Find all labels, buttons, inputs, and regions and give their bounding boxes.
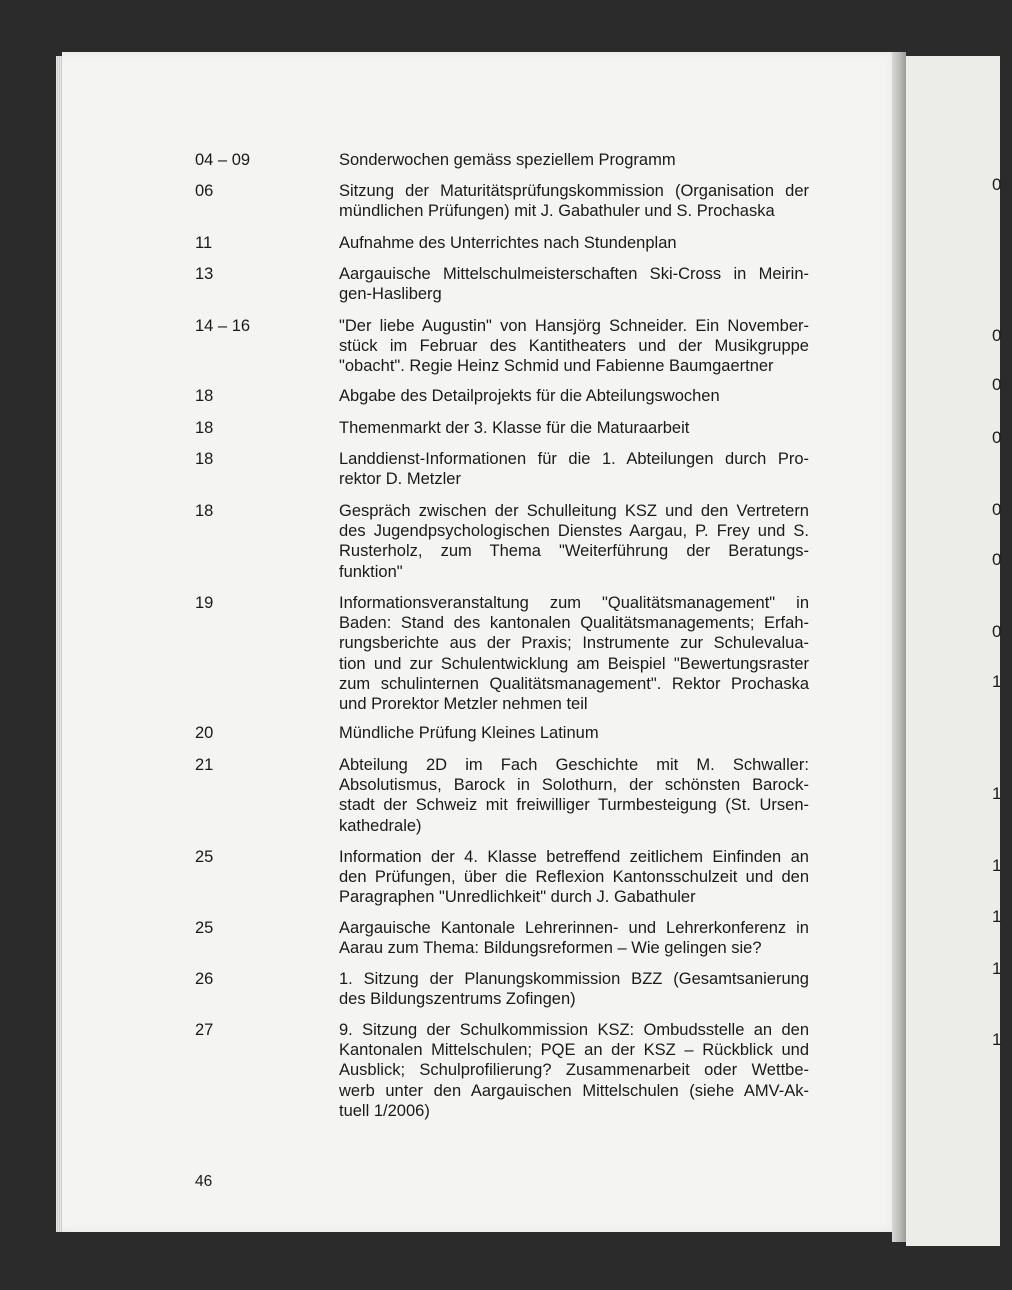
entry-text-line: Themenmarkt der 3. Klasse für die Maturaarbeit <box>339 419 690 437</box>
entry-text-line: Sonderwochen gemäss speziellem Programm <box>339 151 676 169</box>
next-page-margin-digit: 1 <box>992 784 1002 803</box>
entry-text-line: Abgabe des Detailprojekts für die Abteilungswochen <box>339 387 720 405</box>
entry-description <box>339 593 809 714</box>
entry-date: 25 <box>195 919 214 937</box>
entry-description <box>339 264 809 304</box>
entry-date: 14 – 16 <box>195 317 251 335</box>
entry-description <box>339 316 809 377</box>
entry-date: 26 <box>195 970 214 988</box>
book-page-right-edge <box>906 56 1000 1246</box>
entry-text-line: Gespräch zwischen der Schulleitung KSZ und den Vertretern <box>339 502 809 520</box>
entry-text-line: Paragraphen "Unredlichkeit" durch J. Gabathuler <box>339 888 696 907</box>
entry-description <box>339 449 809 489</box>
entry-text-line: tion und zur Schulentwicklung am Beispiel "Bewertungsraster <box>339 654 809 673</box>
next-page-margin-digit: 0 <box>992 550 1002 569</box>
entry-text-line: funktion" <box>339 562 403 581</box>
entry-date: 25 <box>195 848 214 866</box>
entry-text-line: werb unter den Aargauischen Mittelschulen (siehe AMV-Ak- <box>339 1081 809 1100</box>
entry-description <box>339 969 809 1009</box>
entry-text-line: "Der liebe Augustin" von Hansjörg Schneider. Ein November- <box>339 317 809 335</box>
entry-text-line: 1. Sitzung der Planungskommission BZZ (Gesamtsanierung <box>339 970 809 988</box>
entry-date: 19 <box>195 594 214 612</box>
entry-text-line: Aufnahme des Unterrichtes nach Stundenplan <box>339 234 677 252</box>
entry-text-line: rektor D. Metzler <box>339 470 461 489</box>
entry-date: 18 <box>195 387 214 405</box>
entry-date: 21 <box>195 756 214 774</box>
next-page-margin-digit: 1 <box>992 907 1002 926</box>
entry-text-line: stadt der Schweiz mit freiwilliger Turmbesteigung (St. Ursen- <box>339 796 809 815</box>
entry-text-line: Aargauische Mittelschulmeisterschaften Ski-Cross in Meirin- <box>339 265 809 283</box>
next-page-margin-digit: 1 <box>992 1030 1002 1049</box>
entry-text-line: Mündliche Prüfung Kleines Latinum <box>339 724 599 742</box>
next-page-margin-digit: 0 <box>992 428 1002 447</box>
entry-text-line: "obacht". Regie Heinz Schmid und Fabienne Baumgaertner <box>339 357 774 376</box>
entry-text-line: den Prüfungen, über die Reflexion Kantonsschulzeit und den <box>339 868 809 887</box>
entry-text-line: tuell 1/2006) <box>339 1101 430 1120</box>
entry-date: 04 – 09 <box>195 151 251 169</box>
entry-text-line: Absolutismus, Barock in Solothurn, der schönsten Barock- <box>339 776 809 795</box>
next-page-margin-digit: 0 <box>992 326 1002 345</box>
entry-description <box>339 418 809 438</box>
entry-date: 11 <box>195 234 213 252</box>
entry-text-line: Rusterholz, zum Thema "Weiterführung der Beratungs- <box>339 542 809 561</box>
next-page-margin-digit: 0 <box>992 175 1002 194</box>
entry-text-line: Abteilung 2D im Fach Geschichte mit M. Schwaller: <box>339 756 809 774</box>
entry-text-line: zum schulinternen Qualitätsmanagement". Rektor Prochaska <box>339 674 809 693</box>
entry-description <box>339 501 809 582</box>
entry-text-line: Aarau zum Thema: Bildungsreformen – Wie gelingen sie? <box>339 939 762 958</box>
entry-description <box>339 150 809 170</box>
entry-text-line: des Jugendpsychologischen Dienstes Aargau, P. Frey und S. <box>339 522 809 541</box>
entry-text-line: rungsberichte aus der Praxis; Instrumente zur Schulevalua- <box>339 634 809 653</box>
next-page-margin-digit: 0 <box>992 622 1002 641</box>
entry-text-line: Informationsveranstaltung zum "Qualitätsmanagement" in <box>339 594 809 612</box>
entry-text-line: des Bildungszentrums Zofingen) <box>339 990 576 1009</box>
entry-text-line: Information der 4. Klasse betreffend zeitlichem Einfinden an <box>339 848 809 866</box>
entry-text-line: Landdienst-Informationen für die 1. Abteilungen durch Pro- <box>339 450 809 468</box>
book-gutter <box>892 52 906 1242</box>
entry-date: 20 <box>195 724 214 742</box>
entry-text-line: stück im Februar des Kantitheaters und der Musikgruppe <box>339 337 809 356</box>
entry-text-line: Kantonalen Mittelschulen; PQE an der KSZ – Rückblick und <box>339 1041 809 1060</box>
entry-description <box>339 1020 809 1121</box>
entry-text-line: und Prorektor Metzler nehmen teil <box>339 695 588 714</box>
next-page-margin-digit: 1 <box>992 856 1002 875</box>
entry-description <box>339 233 809 253</box>
entry-text-line: gen-Hasliberg <box>339 285 442 304</box>
entry-description <box>339 723 809 743</box>
next-page-margin-digit: 1 <box>992 672 1002 691</box>
entry-text-line: Sitzung der Maturitätsprüfungskommission (Organisation der <box>339 182 809 200</box>
entry-description <box>339 386 809 406</box>
next-page-margin-digit: 1 <box>992 959 1002 978</box>
entry-date: 18 <box>195 502 214 520</box>
entry-description <box>339 181 809 221</box>
entry-date: 18 <box>195 450 214 468</box>
entry-text-line: Ausblick; Schulprofilierung? Zusammenarbeit oder Wettbe- <box>339 1061 809 1080</box>
entry-description <box>339 918 809 958</box>
entry-text-line: kathedrale) <box>339 816 422 835</box>
entry-date: 06 <box>195 182 214 200</box>
entry-text-line: Baden: Stand des kantonalen Qualitätsmanagements; Erfah- <box>339 614 809 633</box>
entry-text-line: Aargauische Kantonale Lehrerinnen- und Lehrerkonferenz in <box>339 919 809 937</box>
page-number: 46 <box>195 1173 213 1190</box>
entry-date: 18 <box>195 419 214 437</box>
entry-text-line: 9. Sitzung der Schulkommission KSZ: Ombudsstelle an den <box>339 1021 809 1039</box>
next-page-margin-digit: 0 <box>992 500 1002 519</box>
next-page-margin-digit: 0 <box>992 375 1002 394</box>
entry-date: 27 <box>195 1021 214 1039</box>
entry-description <box>339 755 809 836</box>
entry-description <box>339 847 809 908</box>
entry-text-line: mündlichen Prüfungen) mit J. Gabathuler und S. Prochaska <box>339 202 775 221</box>
entry-date: 13 <box>195 265 214 283</box>
